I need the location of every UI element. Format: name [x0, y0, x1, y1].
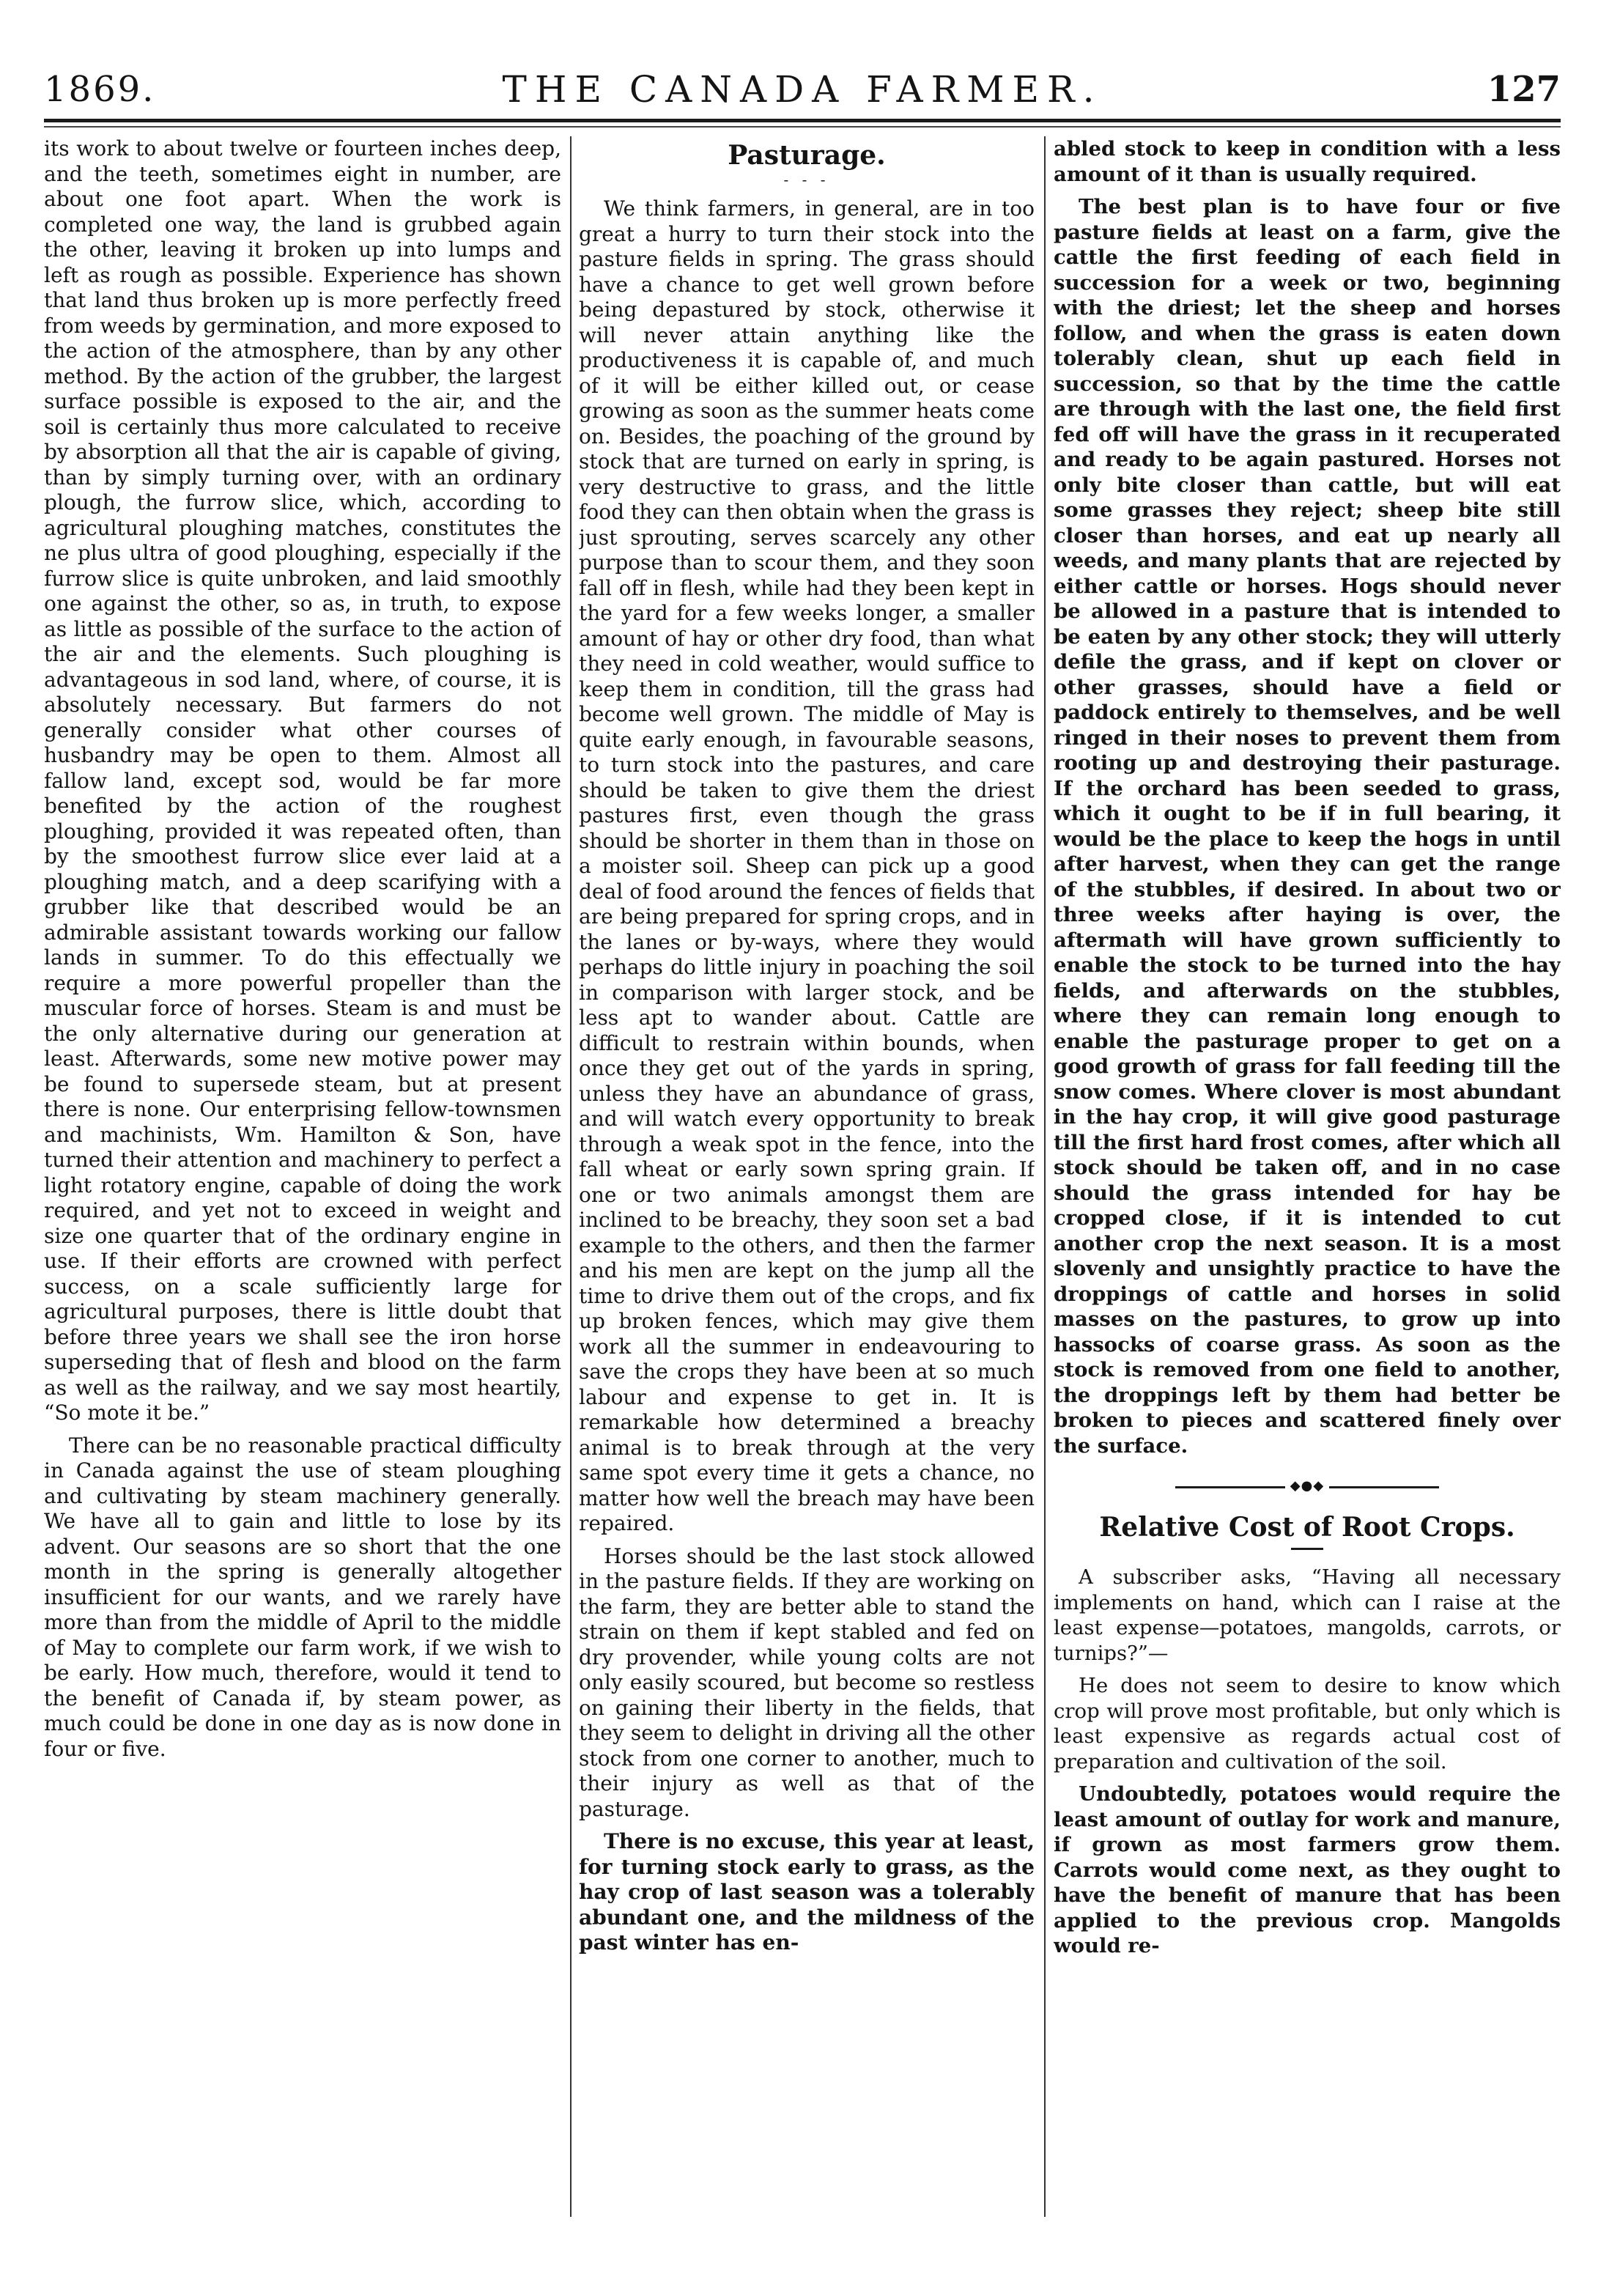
article-paragraph: Undoubtedly, potatoes would require the least amount of outlay for work and manure, if grown as most farmers grow them. Carrots would come next, as they ought to have the benefit of manure that has been applied to the previous crop. Mangolds would re- [1054, 1782, 1561, 1957]
heading-rule [1291, 1548, 1323, 1550]
column-right [1054, 136, 1561, 2217]
article-heading-root-crops: Relative Cost of Root Crops. [1099, 1512, 1515, 1543]
column-divider [570, 136, 572, 2217]
issue-year: 1869. [44, 69, 156, 110]
article-paragraph: abled stock to keep in condition with a less amount of it than is usually required. [1054, 137, 1561, 186]
article-paragraph: He does not seem to desire to know which crop will prove most profitable, but only which is least expensive as regards actual cost of preparation and cultivation of the soil. [1054, 1674, 1561, 1773]
column-middle [579, 136, 1035, 2217]
newspaper-title: THE CANADA FARMER. [502, 68, 1103, 111]
heading-dashes: - - - [783, 171, 830, 188]
article-paragraph: Horses should be the last stock allowed in the pasture fields. If they are working on the farm, they are better able to stand the strain on them if kept stabled and fed on dry provender, while young colts are not only easily scoured, but become so restless on gaining their liberty in the fields, that they seem to delight in driving all the other stock from one corner to another, much to their injury as well as that of the pasturage. [579, 1543, 1035, 1821]
article-heading-pasturage: Pasturage. [728, 140, 886, 171]
article-paragraph: its work to about twelve or fourteen inches deep, and the teeth, sometimes eight in number, are about one foot apart. When the work is completed one way, the land is grubbed again the other, leaving it broken up into lumps and left as rough as possible. Experience has shown that land thus broken up is more perfectly freed from weeds by germination, and more exposed to the action of the atmosphere, than by any other method. By the action of the grubber, the largest surface possible is exposed to the air, and the soil is certainly thus more calculated to receive by absorption all that the air is capable of giving, than by simply turning over, with an ordinary plough, the furrow slice, which, according to agricultural ploughing matches, constitutes the ne plus ultra of good ploughing, especially if the furrow slice is quite unbroken, and laid smoothly one against the other, so as, in truth, to expose as little as possible of the surface to the action of the air and the elements. Such ploughing is advantageous in sod land, where, of course, it is absolutely necessary. But farmers do not generally consider what other courses of husbandry may be open to them. Almost all fallow land, except sod, would be far more benefited by the action of the roughest ploughing, provided it was repeated often, than by the smoothest furrow slice ever laid at a ploughing match, and a deep scarifying with a grubber like that described would be an admirable assistant towards working our fallow lands in summer. To do this effectually we require a more powerful propeller than the muscular force of horses. Steam is and must be the only alternative during our generation at least. Afterwards, some new motive power may be found to supersede steam, but at present there is none. Our enterprising fellow-townsmen and machinists, Wm. Hamilton & Son, have turned their attention and machinery to perfect a light rotatory engine, capable of doing the work required, and yet not to exceed in weight and size one quarter that of the ordinary engine in use. If their efforts are crowned with perfect success, on a scale sufficiently large for agricultural purposes, there is little doubt that before three years we shall see the iron horse superseding that of flesh and blood on the farm as well as the railway, and we say most heartily, “So mote it be.” [44, 136, 561, 1425]
masthead [44, 60, 1561, 122]
column-divider [1044, 136, 1046, 2217]
page-number: 127 [1487, 69, 1561, 110]
article-paragraph: There is no excuse, this year at least, for turning stock early to grass, as the hay crop of last season was a tolerably abundant one, and the mildness of the past winter has en- [579, 1829, 1035, 1954]
ornament-knot: ◆●◆ [1285, 1480, 1329, 1493]
article-paragraph: A subscriber asks, “Having all necessary implements on hand, which can I raise at the least expense—potatoes, mangolds, carrots, or turnips?”— [1054, 1565, 1561, 1665]
article-paragraph: There can be no reasonable practical difficulty in Canada against the use of steam ploughing and cultivating by steam machinery generally. We have all to gain and little to lose by its advent. Our seasons are so short that the one month in the spring is generally altogether insufficient for our wants, and we rarely have more than from the middle of April to the middle of May to complete our farm work, if we wish to be early. How much, therefore, would it tend to the benefit of Canada if, by steam power, as much could be done in one day as is now done in four or five. [44, 1433, 561, 1761]
article-paragraph: The best plan is to have four or five pasture fields at least on a farm, give the cattle the first feeding of each field in succession for a week or two, beginning with the driest; let the sheep and horses follow, and when the grass is eaten down tolerably clean, shut up each field in succession, so that by the time the cattle are through with the last one, the field first fed off will have the grass in it recuperated and ready to be again pastured. Horses not only bite closer than cattle, but will eat some grasses they reject; sheep bite still closer than horses, and eat up nearly all weeds, and many plants that are rejected by either cattle or horses. Hogs should never be allowed in a pasture that is intended to be eaten by any other stock; they will utterly defile the grass, and if kept on clover or other grasses, should have a field or paddock entirely to themselves, and be well ringed in their noses to prevent them from rooting up and destroying their pasturage. If the orchard has been seeded to grass, which it ought to be if in full bearing, it would be the place to keep the hogs in until after harvest, when they can get the range of the stubbles, if desired. In about two or three weeks after haying is over, the aftermath will have grown sufficiently to enable the stock to be turned into the hay fields, and afterwards on the stubbles, where they can remain long enough to enable the pasturage proper to get on a good growth of grass for fall feeding till the snow comes. Where clover is most abundant in the hay crop, it will give good pasturage till the first hard frost comes, after which all stock should be taken off, and in no case should the grass intended for hay be cropped close, if it is intended to cut another crop the next season. It is a most slovenly and unsightly practice to have the droppings of cattle and horses in solid masses on the pastures, to grow up into hassocks of coarse grass. As soon as the stock is removed from one field to another, the droppings left by them had better be broken to pieces and scattered finely over the surface. [1054, 195, 1561, 1458]
header-rule [44, 126, 1561, 128]
section-ornament [1175, 1477, 1439, 1496]
column-left [44, 136, 561, 2217]
article-paragraph: We think farmers, in general, are in too great a hurry to turn their stock into the pasture fields in spring. The grass should have a chance to get well grown before being depastured by stock, otherwise it will never attain anything like the productiveness it is capable of, and much of it will be either killed out, or cease growing as soon as the summer heats come on. Besides, the poaching of the ground by stock that are turned on early in spring, is very destructive to grass, and the little food they can then obtain when the grass is just sprouting, serves scarcely any other purpose than to scour them, and they soon fall off in flesh, while had they been kept in the yard for a few weeks longer, a smaller amount of hay or other dry food, than what they need in cold weather, would suffice to keep them in condition, till the grass had become well grown. The middle of May is quite early enough, in favourable seasons, to turn stock into the pastures, and care should be taken to give them the driest pastures first, even though the grass should be shorter in them than in those on a moister soil. Sheep can pick up a good deal of food around the fences of fields that are being prepared for spring crops, and in the lanes or by-ways, where they would perhaps do little injury in poaching the soil in comparison with larger stock, and be less apt to wander about. Cattle are difficult to restrain within bounds, when once they get out of the yards in spring, unless they have an abundance of grass, and will watch every opportunity to break through a weak spot in the fence, into the fall wheat or early sown spring grain. If one or two animals amongst them are inclined to be breachy, they soon set a bad example to the others, and then the farmer and his men are kept on the jump all the time to drive them out of the crops, and fix up broken fences, which may give them work all the summer in endeavouring to save the crops they have been at so much labour and expense to get in. It is remarkable how determined a breachy animal is to break through at the very same spot every time it gets a chance, no matter how well the breach may have been repaired. [579, 196, 1035, 1535]
